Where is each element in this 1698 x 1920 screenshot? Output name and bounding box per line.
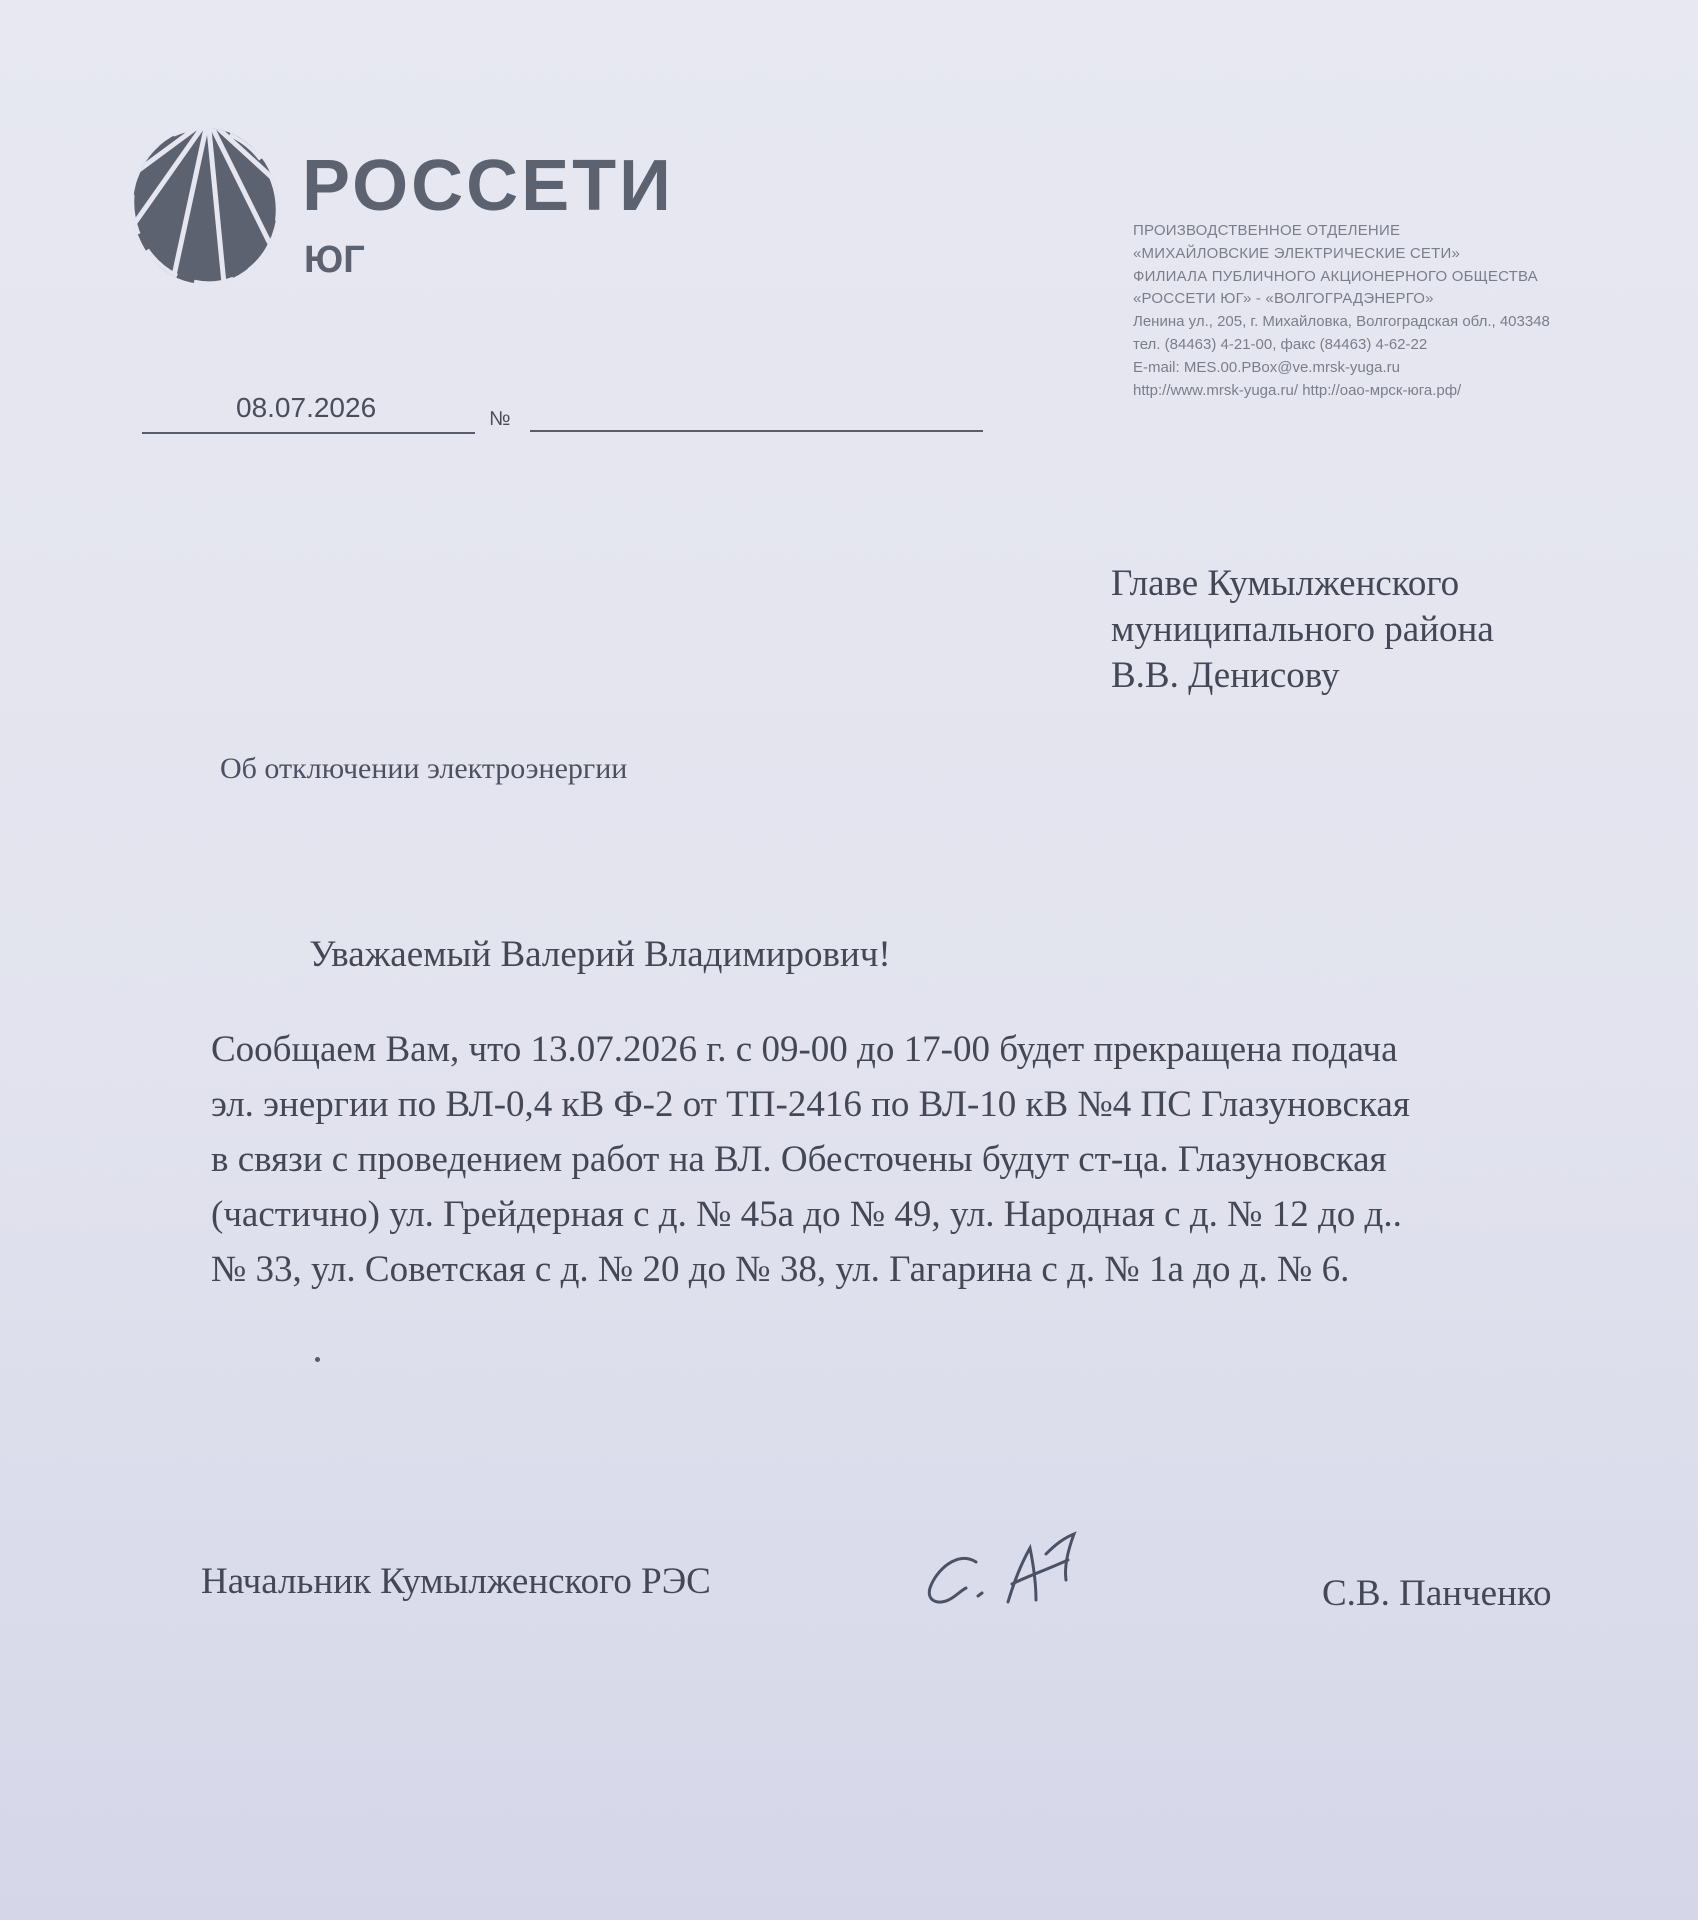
- addressee-line: Главе Кумылженского: [1111, 563, 1460, 604]
- letter-date: 08.07.2026: [236, 392, 377, 423]
- number-underline: [530, 430, 983, 432]
- signatory-name: С.В. Панченко: [1322, 1573, 1552, 1614]
- brand-name: РОССЕТИ: [302, 146, 674, 226]
- company-address: Ленина ул., 205, г. Михайловка, Волгоградская обл., 403348: [1133, 313, 1550, 331]
- company-details: [1133, 220, 1653, 402]
- letter-body: [211, 1022, 1611, 1297]
- brand-region: ЮГ: [304, 239, 365, 281]
- salutation: Уважаемый Валерий Владимирович!: [309, 934, 891, 975]
- signatory-title: Начальник Кумылженского РЭС: [201, 1561, 711, 1602]
- letter-subject: Об отключении электроэнергии: [220, 752, 628, 785]
- company-email: E-mail: MES.00.PBox@ve.mrsk-yuga.ru: [1133, 358, 1400, 376]
- company-line: «РОССЕТИ ЮГ» - «ВОЛГОГРАДЭНЕРГО»: [1133, 290, 1434, 308]
- body-line: в связи с проведением работ на ВЛ. Обесточены будут ст-ца. Глазуновская: [211, 1139, 1387, 1180]
- body-line: Сообщаем Вам, что 13.07.2026 г. с 09-00 до 17-00 будет прекращена подача: [211, 1029, 1398, 1070]
- company-logo: [130, 124, 674, 294]
- addressee-name: В.В. Денисову: [1111, 655, 1340, 696]
- stray-mark: [315, 1357, 320, 1362]
- company-line: «МИХАЙЛОВСКИЕ ЭЛЕКТРИЧЕСКИЕ СЕТИ»: [1133, 244, 1461, 262]
- addressee-block: [1111, 561, 1671, 699]
- body-line: (частично) ул. Грейдерная с д. № 45а до № 49, ул. Народная с д. № 12 до д..: [211, 1194, 1402, 1235]
- rosseti-emblem-icon: [130, 124, 280, 284]
- company-website: http://www.mrsk-yuga.ru/ http://оао-мрск-юга.рф/: [1133, 381, 1462, 399]
- salutation-row: [0, 933, 1698, 976]
- handwritten-signature: [918, 1510, 1098, 1625]
- number-label: №: [489, 408, 511, 430]
- company-phone: тел. (84463) 4-21-00, факс (84463) 4-62-22: [1133, 335, 1428, 353]
- company-line: ФИЛИАЛА ПУБЛИЧНОГО АКЦИОНЕРНОГО ОБЩЕСТВА: [1133, 267, 1538, 285]
- body-line: № 33, ул. Советская с д. № 20 до № 38, ул. Гагарина с д. № 1а до д. № 6.: [211, 1249, 1350, 1290]
- date-underline: [142, 432, 475, 434]
- addressee-line: муниципального района: [1111, 609, 1494, 650]
- company-line: ПРОИЗВОДСТВЕННОЕ ОТДЕЛЕНИЕ: [1133, 222, 1401, 239]
- body-line: эл. энергии по ВЛ-0,4 кВ Ф-2 от ТП-2416 по ВЛ-10 кВ №4 ПС Глазуновская: [211, 1084, 1410, 1125]
